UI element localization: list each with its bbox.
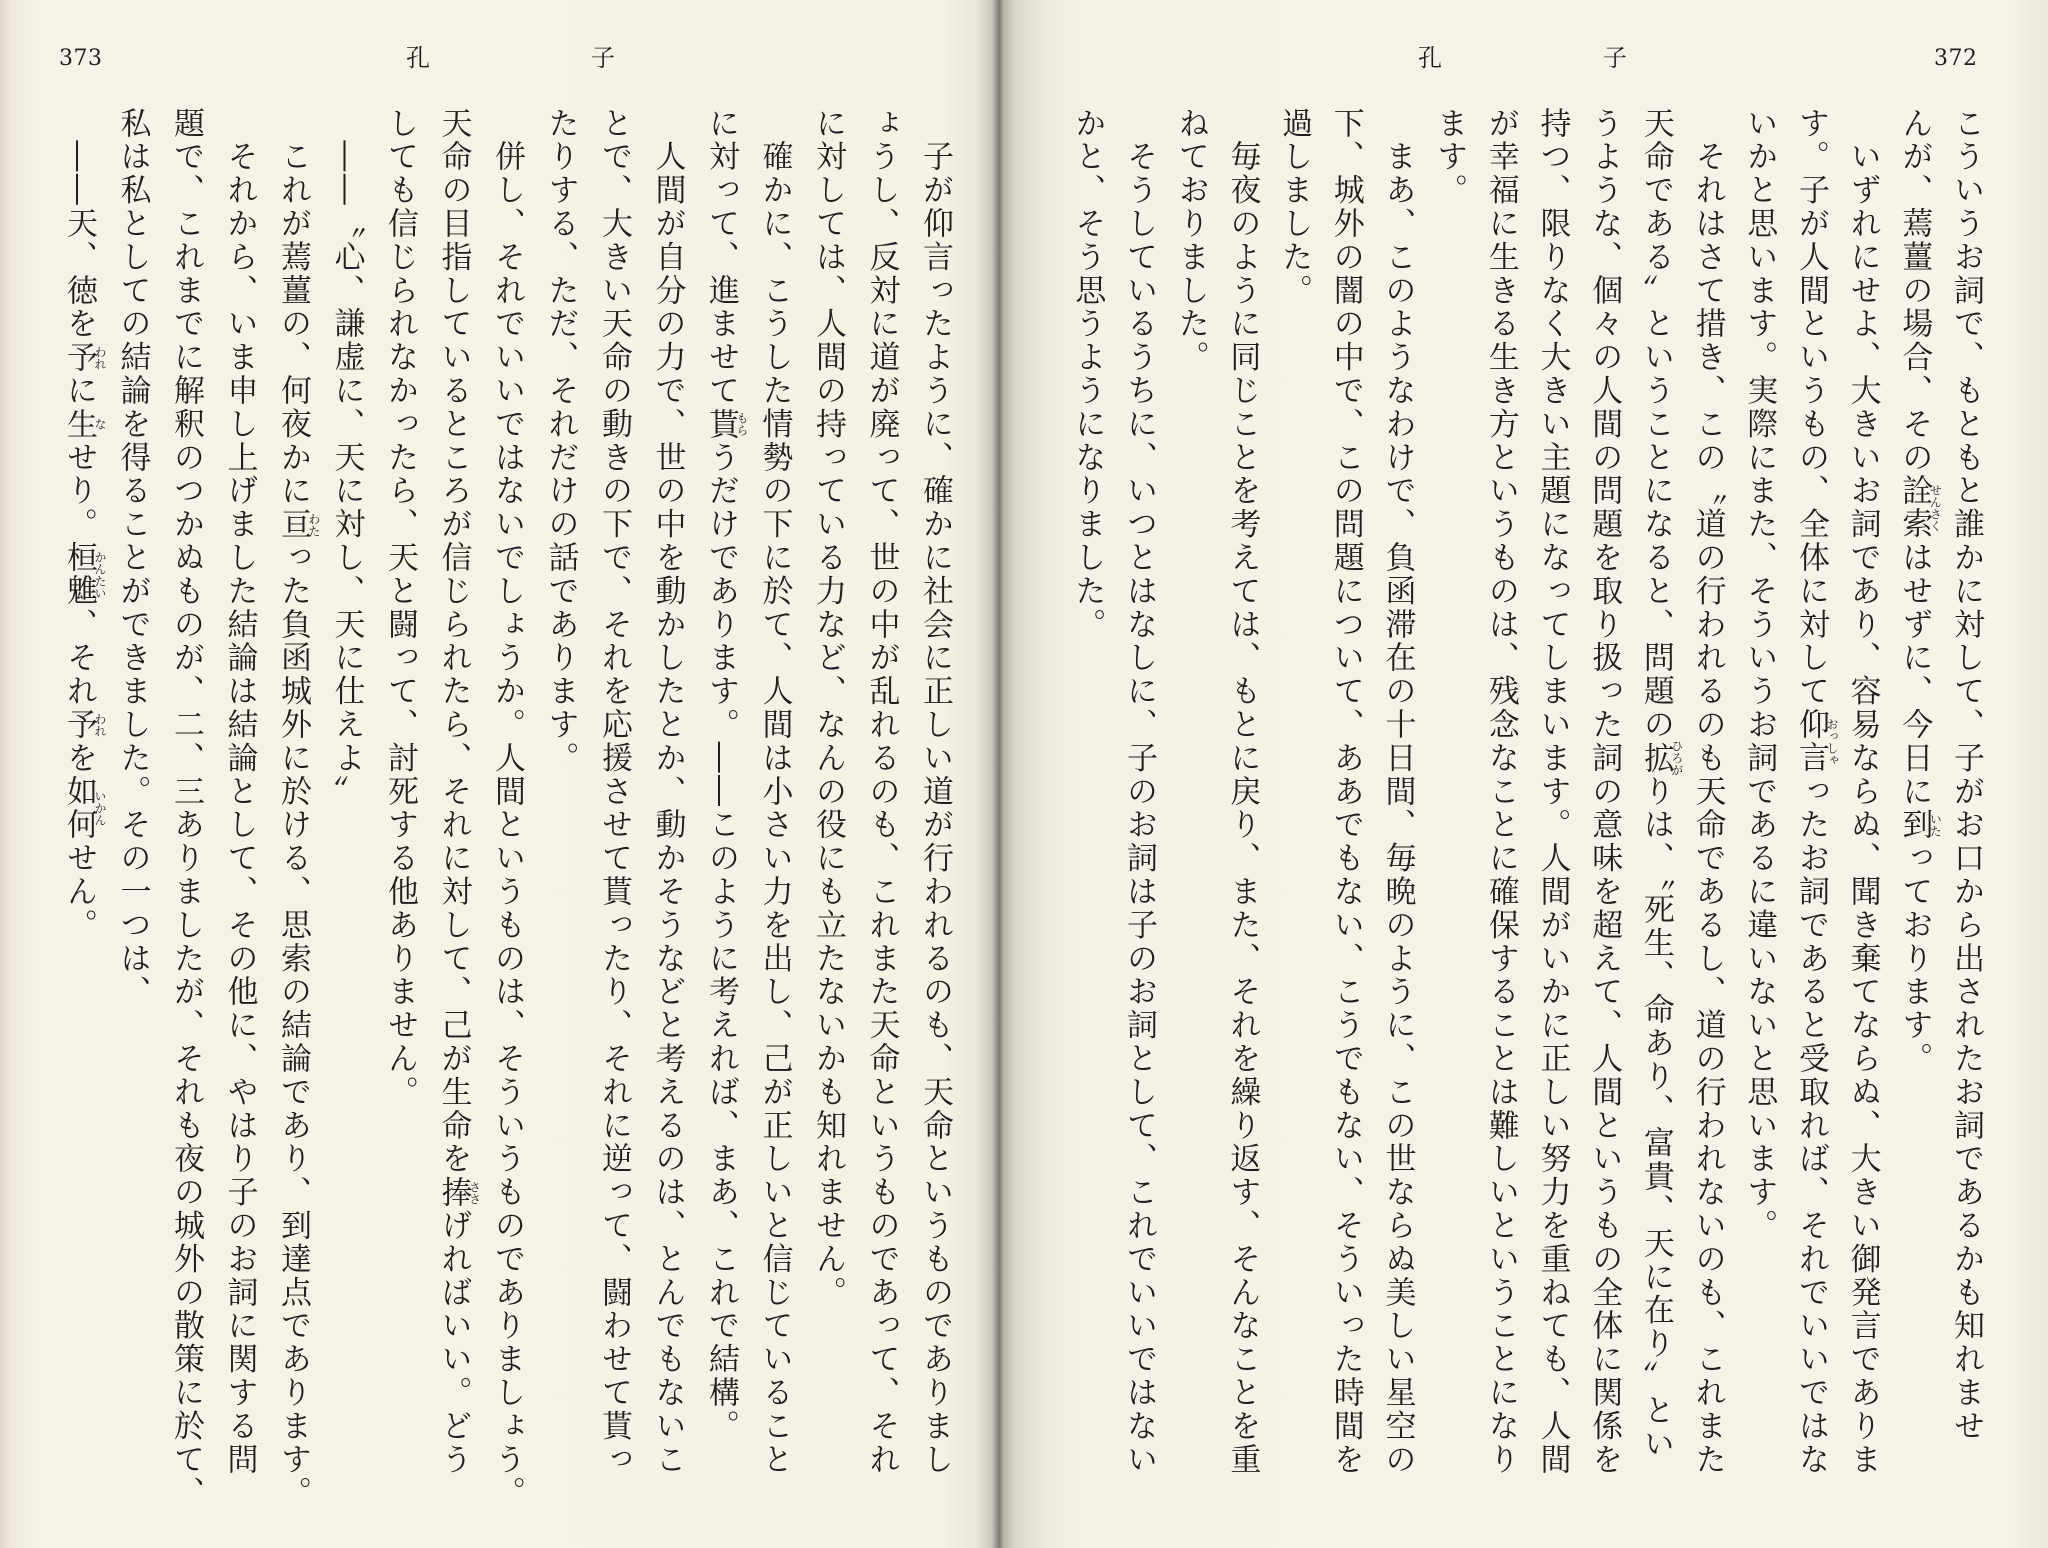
ruby-word xyxy=(1637,740,1684,777)
text-run: かと、そう思うようになりました。 xyxy=(1069,107,1106,642)
text-run: せり。 xyxy=(61,441,97,542)
text-run: とで、大きい天命の動きの下で、それを応援させて貰ったり、それに逆って、闘わせて貰っ xyxy=(596,107,632,1477)
text-line xyxy=(640,107,694,1507)
page-number-right: 372 xyxy=(1934,46,1978,71)
ruby-word xyxy=(275,507,321,542)
text-line xyxy=(426,107,480,1507)
text-run: に xyxy=(61,374,97,408)
text-run: それはさて措き、この〝道の行われるのも天命であるし、道の行われないのも、これまた xyxy=(1689,107,1726,1477)
ruby-word xyxy=(61,407,107,442)
text-line xyxy=(1112,107,1164,1507)
ruby-word xyxy=(61,708,107,742)
text-run: 天命の目指しているところが信じられたら、それに対して、己が生命を xyxy=(435,107,472,1176)
text-line xyxy=(1164,107,1216,1507)
text-run: ます。 xyxy=(1431,107,1468,208)
furigana: せんさく xyxy=(1928,483,1943,532)
ruby-base: 予 xyxy=(61,708,97,742)
text-run: 併し、それでいいではないでしょうか。人間というものは、そういうものでありましょう。 xyxy=(489,107,525,1510)
text-run: これが蔫薑の、何夜かに xyxy=(275,107,311,508)
text-line xyxy=(1319,107,1371,1507)
text-run: ねておりました。 xyxy=(1172,107,1209,375)
text-line xyxy=(1474,107,1526,1507)
ruby-base: 桓魋 xyxy=(61,541,97,609)
text-run: しても信じられなかったら、天と闘って、討死する他ありません。 xyxy=(382,107,418,1109)
text-run: 下、城外の闇の中で、この問題について、ああでもない、こうでもない、そういった時間を xyxy=(1327,107,1364,1477)
text-run: 持つ、限りなく大きい主題になってしまいます。人間がいかに正しい努力を重ねても、人間 xyxy=(1534,107,1571,1477)
text-line xyxy=(587,107,641,1507)
text-run: ょうし、反対に道が廃って、世の中が乱れるのも、これまた天命というものであって、それ xyxy=(863,107,900,1477)
text-run: 天命である〟ということになると、問題の xyxy=(1637,107,1674,742)
furigana: いかん xyxy=(93,790,107,827)
ruby-word xyxy=(61,541,107,609)
ruby-base: 亘 xyxy=(275,507,311,542)
furigana: いた xyxy=(1928,813,1943,838)
text-run: っております。 xyxy=(1896,841,1933,1076)
ruby-word xyxy=(1792,708,1839,776)
text-run: それから、いま申し上げました結論は結論として、その他に、やはり子のお詞に関する問 xyxy=(221,107,258,1477)
text-line xyxy=(854,107,908,1507)
text-line xyxy=(1267,107,1319,1507)
running-head-left-first: 孔 xyxy=(406,44,430,72)
text-run: そうしているうちに、いつとはなしに、子のお詞は子のお詞として、これでいいではない xyxy=(1121,107,1157,1477)
text-run: うだけであります。――このように考えれば、まあ、これで結構。 xyxy=(703,441,739,1444)
text-line xyxy=(694,107,748,1507)
text-line xyxy=(212,107,266,1507)
running-head-right-first: 孔 xyxy=(1418,44,1442,72)
text-run: りは、〝死生、命あり、富貴、天に在り〟とい xyxy=(1637,775,1674,1461)
text-line xyxy=(908,107,962,1507)
text-line xyxy=(1939,107,1991,1507)
text-run: 過しました。 xyxy=(1276,107,1313,308)
text-run: んが、蔫薑の場合、その xyxy=(1896,107,1933,475)
left-page-text xyxy=(51,107,961,1510)
furigana: な xyxy=(93,418,107,431)
text-line xyxy=(1371,107,1423,1507)
running-head-right-second: 子 xyxy=(1603,44,1627,72)
text-line xyxy=(319,107,373,1507)
text-run: ったお詞であると受取れば、それでいいではな xyxy=(1792,775,1829,1477)
furigana: おっしゃ xyxy=(1824,717,1839,766)
text-run: す。子が人間というもの、全体に対して xyxy=(1792,107,1829,709)
text-run: せん。 xyxy=(61,841,97,943)
text-run: うような、個々の人間の問題を取り扱った詞の意味を超えて、人間というもの全体に関係を xyxy=(1586,107,1623,1477)
text-run: 私は私としての結論を得ることができました。その一つは、 xyxy=(114,107,151,1009)
ruby-base: 捧 xyxy=(435,1175,472,1210)
text-run: いかと思います。実際にまた、そういうお詞であるに違いないと思います。 xyxy=(1741,107,1778,1243)
ruby-base: 予 xyxy=(61,340,97,375)
ruby-base: 到 xyxy=(1896,808,1933,842)
text-line xyxy=(1836,107,1888,1507)
furigana: われ xyxy=(93,345,107,370)
text-line xyxy=(266,107,321,1510)
text-line xyxy=(533,107,587,1507)
ruby-base: 貰 xyxy=(703,407,739,442)
page-number-left: 373 xyxy=(59,46,103,71)
text-run: 毎夜のように同じことを考えては、もとに戻り、また、それを繰り返す、そんなことを重 xyxy=(1224,107,1261,1477)
text-line xyxy=(159,107,213,1510)
ruby-word xyxy=(703,407,749,442)
text-run: まあ、このようなわけで、負函滞在の十日間、毎晩のように、この世ならぬ美しい星空の xyxy=(1379,107,1416,1477)
ruby-word xyxy=(61,340,107,375)
running-head-left-second: 子 xyxy=(591,44,615,72)
furigana: ひろが xyxy=(1669,740,1684,777)
ruby-word xyxy=(1896,808,1943,842)
text-run: げればいい。どう xyxy=(435,1209,472,1477)
text-run: はせずに、今日に xyxy=(1896,541,1933,809)
text-line xyxy=(52,107,106,1507)
furigana: われ xyxy=(93,712,107,737)
text-run: ――天、徳を xyxy=(61,107,97,341)
ruby-base: 仰言 xyxy=(1792,708,1829,776)
text-run: 人間が自分の力で、世の中を動かしたとか、動かそうなどと考えるのは、とんでもないこ xyxy=(649,107,686,1477)
ruby-base: 詮索 xyxy=(1896,474,1933,542)
furigana: わた xyxy=(307,512,321,537)
text-run: った負函城外に於ける、思索の結論であり、到達点であります。 xyxy=(275,541,311,1510)
text-line xyxy=(801,107,855,1507)
text-line xyxy=(1526,107,1578,1507)
ruby-word xyxy=(61,775,107,842)
furigana: もら xyxy=(735,412,749,437)
text-run: 確かに、こうした情勢の下に於て、人間は小さい力を出し、己が正しいと信じていること xyxy=(756,107,793,1477)
text-run: こういうお詞で、もともと誰かに対して、子がお口から出されたお詞であるかも知れませ xyxy=(1948,107,1984,1443)
text-line xyxy=(480,107,534,1510)
ruby-word xyxy=(1896,474,1943,542)
text-run: たりする、ただ、それだけの話であります。 xyxy=(542,107,579,775)
text-run: 子が仰言ったように、確かに社会に正しい道が行われるのも、天命というものでありまし xyxy=(917,107,953,1477)
text-run: ――〝心、謙虚に、天に対し、天に仕えよ〟 xyxy=(328,107,365,809)
text-line xyxy=(373,107,427,1507)
text-line xyxy=(1681,107,1733,1507)
text-line xyxy=(1784,107,1839,1507)
text-run: に対しては、人間の持っている力など、なんの役にも立たないかも知れません。 xyxy=(810,107,846,1310)
text-line xyxy=(1629,107,1684,1507)
text-line xyxy=(1733,107,1785,1507)
text-run: 題で、これまでに解釈のつかぬものが、二、三ありましたが、それも夜の城外の散策に於て、 xyxy=(168,107,204,1510)
furigana: かんたい xyxy=(93,550,107,599)
text-line xyxy=(1888,107,1943,1507)
ruby-word xyxy=(435,1175,482,1210)
ruby-base: 如何 xyxy=(61,775,97,842)
text-line xyxy=(747,107,801,1507)
right-page-text xyxy=(1060,107,1991,1507)
ruby-base: 拡 xyxy=(1637,741,1674,776)
text-line xyxy=(1422,107,1474,1507)
furigana: ささ xyxy=(467,1180,482,1205)
text-run: いずれにせよ、大きいお詞であり、容易ならぬ、聞き棄てならぬ、大きい御発言でありま xyxy=(1844,107,1881,1477)
text-run: が幸福に生きる生き方というものは、残念なことに確保することは難しいということになり xyxy=(1482,107,1519,1477)
text-run: を xyxy=(61,741,97,776)
text-run: に対って、進ませて xyxy=(703,107,739,408)
text-line xyxy=(105,107,159,1507)
text-line xyxy=(1216,107,1268,1507)
text-line xyxy=(1578,107,1630,1507)
text-line xyxy=(1061,107,1113,1507)
text-run: 、それ xyxy=(61,608,97,709)
ruby-base: 生 xyxy=(61,407,97,442)
